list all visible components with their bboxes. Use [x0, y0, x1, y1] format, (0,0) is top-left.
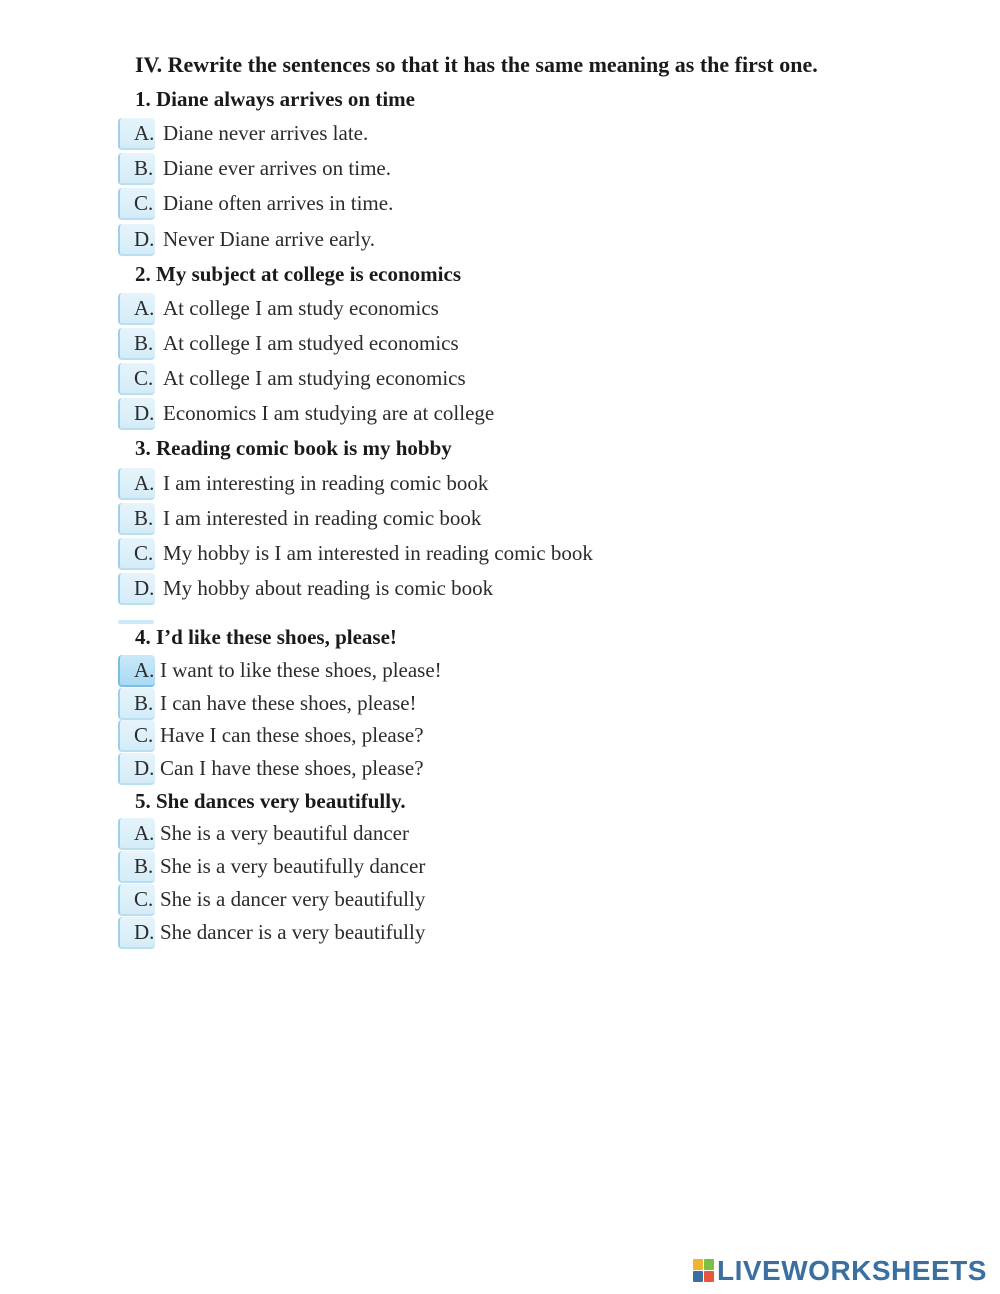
option-text: Can I have these shoes, please?	[160, 756, 424, 780]
option-letter: A.	[134, 296, 155, 320]
option-letter: C.	[134, 723, 154, 747]
option-text: She is a very beautiful dancer	[160, 821, 409, 845]
option-text: Diane ever arrives on time.	[163, 156, 391, 180]
option-text: At college I am studyed economics	[163, 331, 459, 355]
option-letter: C.	[134, 541, 154, 565]
logo-text: LIVEWORKSHEETS	[717, 1255, 987, 1286]
option-text: Economics I am studying are at college	[163, 401, 495, 425]
question-3-prompt: 3. Reading comic book is my hobby	[135, 436, 452, 460]
option-letter: A.	[134, 821, 155, 845]
option-letter: B.	[134, 506, 154, 530]
option-text: My hobby is I am interested in reading comic book	[163, 541, 593, 565]
option-text: She is a very beautifully dancer	[160, 854, 426, 878]
liveworksheets-logo-icon	[693, 1259, 713, 1281]
option-letter: D.	[134, 576, 155, 600]
question-1-prompt: 1. Diane always arrives on time	[135, 87, 415, 111]
option-text: Never Diane arrive early.	[163, 227, 376, 251]
option-text: At college I am study economics	[163, 296, 439, 320]
option-letter: A.	[134, 658, 155, 682]
option-letter: A.	[134, 121, 155, 145]
worksheet-title: IV. Rewrite the sentences so that it has the same meaning as the first one.	[135, 52, 818, 77]
answer-marker	[118, 620, 154, 624]
option-letter: B.	[134, 691, 154, 715]
option-text: At college I am studying economics	[163, 366, 466, 390]
option-letter: B.	[134, 854, 154, 878]
option-letter: D.	[134, 401, 155, 425]
question-4-prompt: 4. I’d like these shoes, please!	[135, 625, 397, 649]
option-text: Have I can these shoes, please?	[160, 723, 424, 747]
option-text: My hobby about reading is comic book	[163, 576, 494, 600]
option-letter: D.	[134, 756, 155, 780]
option-text: She dancer is a very beautifully	[160, 920, 426, 944]
option-text: I can have these shoes, please!	[160, 691, 417, 715]
question-2-prompt: 2. My subject at college is economics	[135, 262, 462, 286]
option-text: I am interesting in reading comic book	[163, 471, 489, 495]
option-letter: B.	[134, 331, 154, 355]
option-letter: C.	[134, 191, 154, 215]
option-text: I want to like these shoes, please!	[160, 658, 442, 682]
option-text: Diane often arrives in time.	[163, 191, 394, 215]
option-text: I am interested in reading comic book	[163, 506, 482, 530]
option-letter: D.	[134, 920, 155, 944]
option-letter: B.	[134, 156, 154, 180]
question-5-prompt: 5. She dances very beautifully.	[135, 789, 406, 813]
option-letter: C.	[134, 366, 154, 390]
option-letter: D.	[134, 227, 155, 251]
option-text: Diane never arrives late.	[163, 121, 369, 145]
option-letter: C.	[134, 887, 154, 911]
option-letter: A.	[134, 471, 155, 495]
option-text: She is a dancer very beautifully	[160, 887, 426, 911]
